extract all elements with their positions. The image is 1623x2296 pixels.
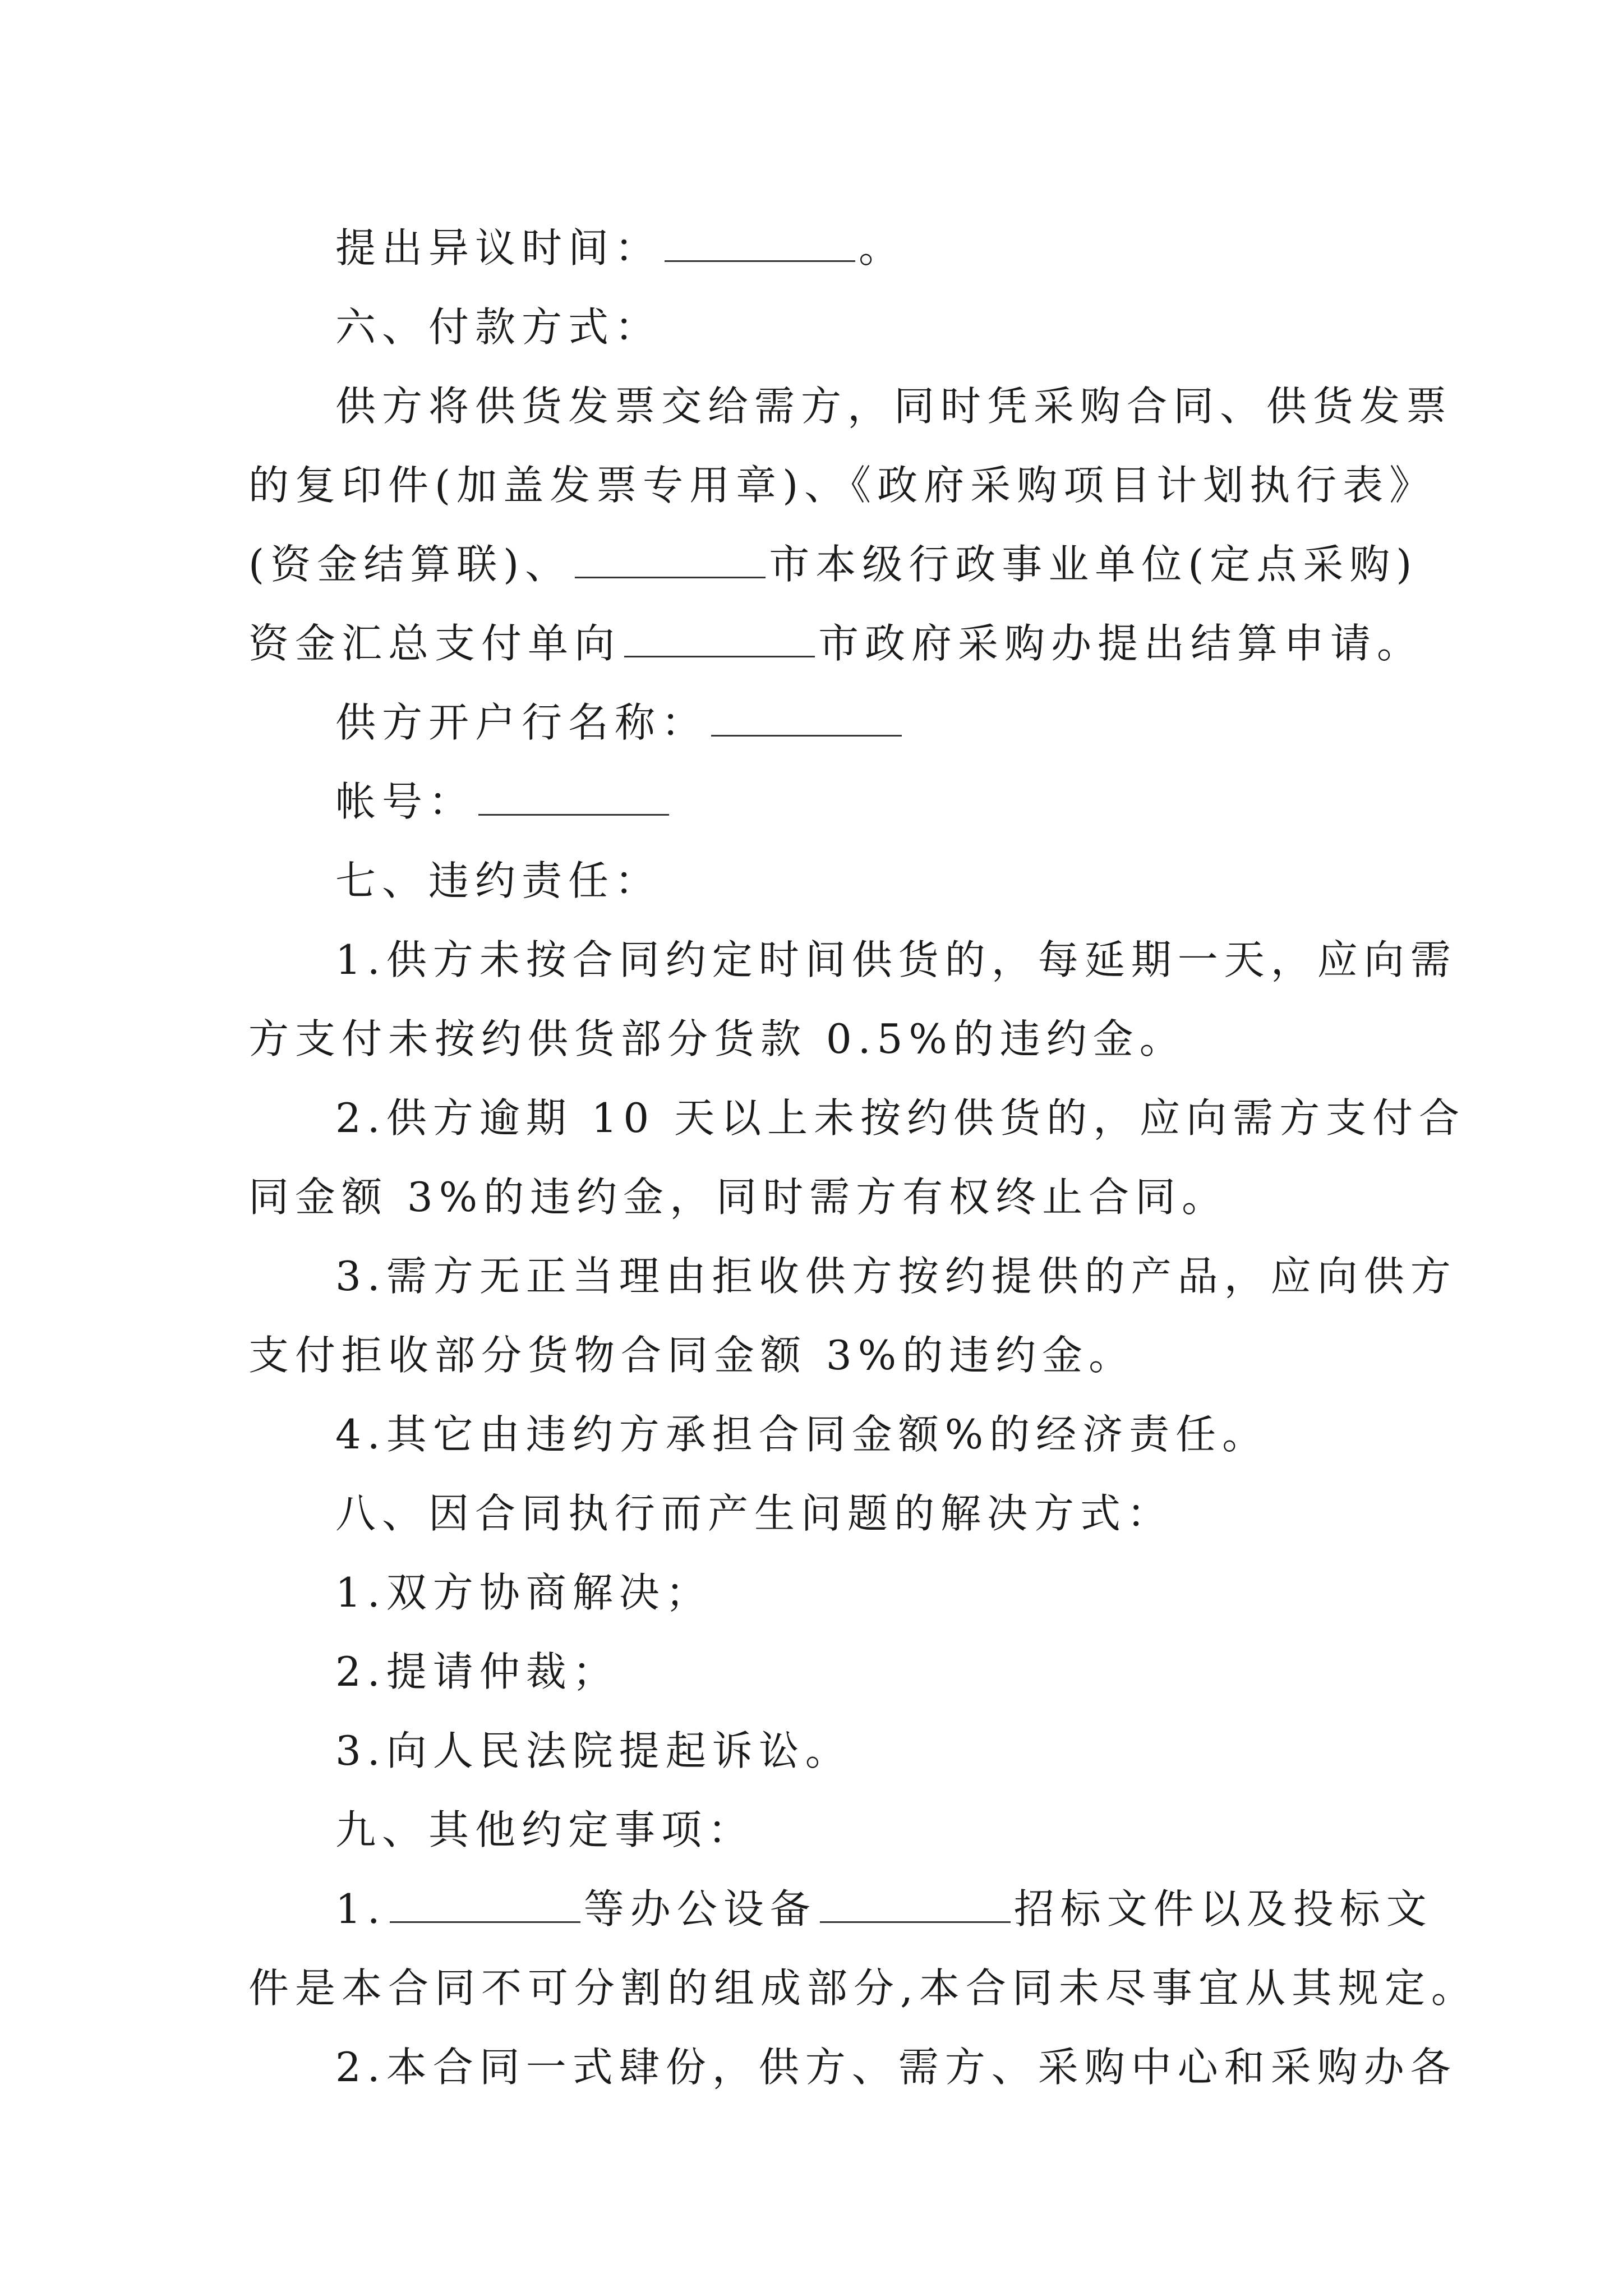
text-segment: 供方开户行名称：	[335, 699, 708, 746]
text-segment: 等办公设备	[583, 1885, 817, 1932]
text-segment: 提出异议时间：	[335, 224, 662, 272]
text-line	[248, 288, 1393, 367]
text-segment: 3.需方无正当理由拒收供方按约提供的产品，应向供方	[335, 1253, 1457, 1300]
text-line	[248, 921, 1457, 1000]
text-line	[248, 1395, 1393, 1474]
text-line	[248, 1553, 1393, 1632]
text-segment: 六、付款方式：	[335, 303, 662, 351]
fill-in-blank	[575, 537, 766, 578]
fill-in-blank	[820, 1882, 1011, 1923]
text-segment: 供方将供货发票交给需方，同时凭采购合同、供货发票	[335, 383, 1453, 430]
text-line	[248, 1949, 1478, 2028]
text-segment: 的复印件(加盖发票专用章)、《政府采购项目计划执行表》	[248, 462, 1436, 509]
text-segment: 1.双方协商解决；	[335, 1569, 712, 1616]
text-segment: 支付拒收部分货物合同金额 3%的违约金。	[248, 1332, 1136, 1379]
text-segment: 1.	[335, 1885, 386, 1932]
text-line	[248, 1237, 1457, 1316]
text-line	[248, 683, 1393, 762]
text-segment: 七、违约责任：	[335, 857, 662, 904]
text-line	[248, 762, 1393, 841]
text-line	[248, 604, 1424, 683]
text-segment: (资金结算联)、	[248, 541, 572, 588]
text-line	[248, 1870, 1433, 1949]
text-segment: 2.提请仲裁；	[335, 1648, 619, 1695]
text-segment: 资金汇总支付单向	[248, 620, 621, 667]
text-line	[248, 841, 1393, 921]
text-line	[248, 367, 1453, 446]
text-segment: 3.向人民法院提起诉讼。	[335, 1727, 852, 1774]
text-segment: 方支付未按约供货部分货款 0.5%的违约金。	[248, 1015, 1186, 1062]
text-line	[248, 1711, 1393, 1791]
text-segment: 同金额 3%的违约金，同时需方有权终止合同。	[248, 1174, 1229, 1221]
text-line	[248, 1316, 1393, 1395]
text-line	[248, 209, 1393, 288]
text-segment: 九、其他约定事项：	[335, 1806, 755, 1853]
text-line	[248, 1474, 1393, 1553]
text-line	[248, 1000, 1393, 1079]
fill-in-blank	[390, 1882, 580, 1923]
text-line	[248, 1632, 1393, 1711]
text-line	[248, 2028, 1457, 2107]
fill-in-blank	[624, 616, 815, 657]
text-line	[248, 1158, 1393, 1237]
text-segment: 招标文件以及投标文	[1013, 1885, 1433, 1932]
fill-in-blank	[711, 696, 902, 737]
text-segment: 1.供方未按合同约定时间供货的，每延期一天，应向需	[335, 936, 1457, 983]
text-segment: 件是本合同不可分割的组成部分,本合同未尽事宜从其规定。	[248, 1964, 1478, 2012]
text-line	[248, 1079, 1466, 1158]
text-segment: 4.其它由违约方承担合同金额%的经济责任。	[335, 1411, 1269, 1458]
text-segment: 市本级行政事业单位(定点采购)	[769, 541, 1418, 588]
fill-in-blank	[478, 775, 669, 816]
text-segment: 八、因合同执行而产生问题的解决方式：	[335, 1490, 1174, 1537]
text-line	[248, 446, 1436, 525]
fill-in-blank	[665, 221, 855, 262]
text-line	[248, 525, 1418, 604]
contract-text-body	[248, 209, 1478, 2107]
text-segment: 2.本合同一式肆份，供方、需方、采购中心和采购办各	[335, 2044, 1457, 2091]
text-segment: 。	[859, 224, 906, 272]
text-segment: 帐号：	[335, 778, 476, 825]
text-segment: 2.供方逾期 10 天以上未按约供货的，应向需方支付合	[335, 1094, 1466, 1142]
text-segment: 市政府采购办提出结算申请。	[818, 620, 1424, 667]
text-line	[248, 1791, 1393, 1870]
